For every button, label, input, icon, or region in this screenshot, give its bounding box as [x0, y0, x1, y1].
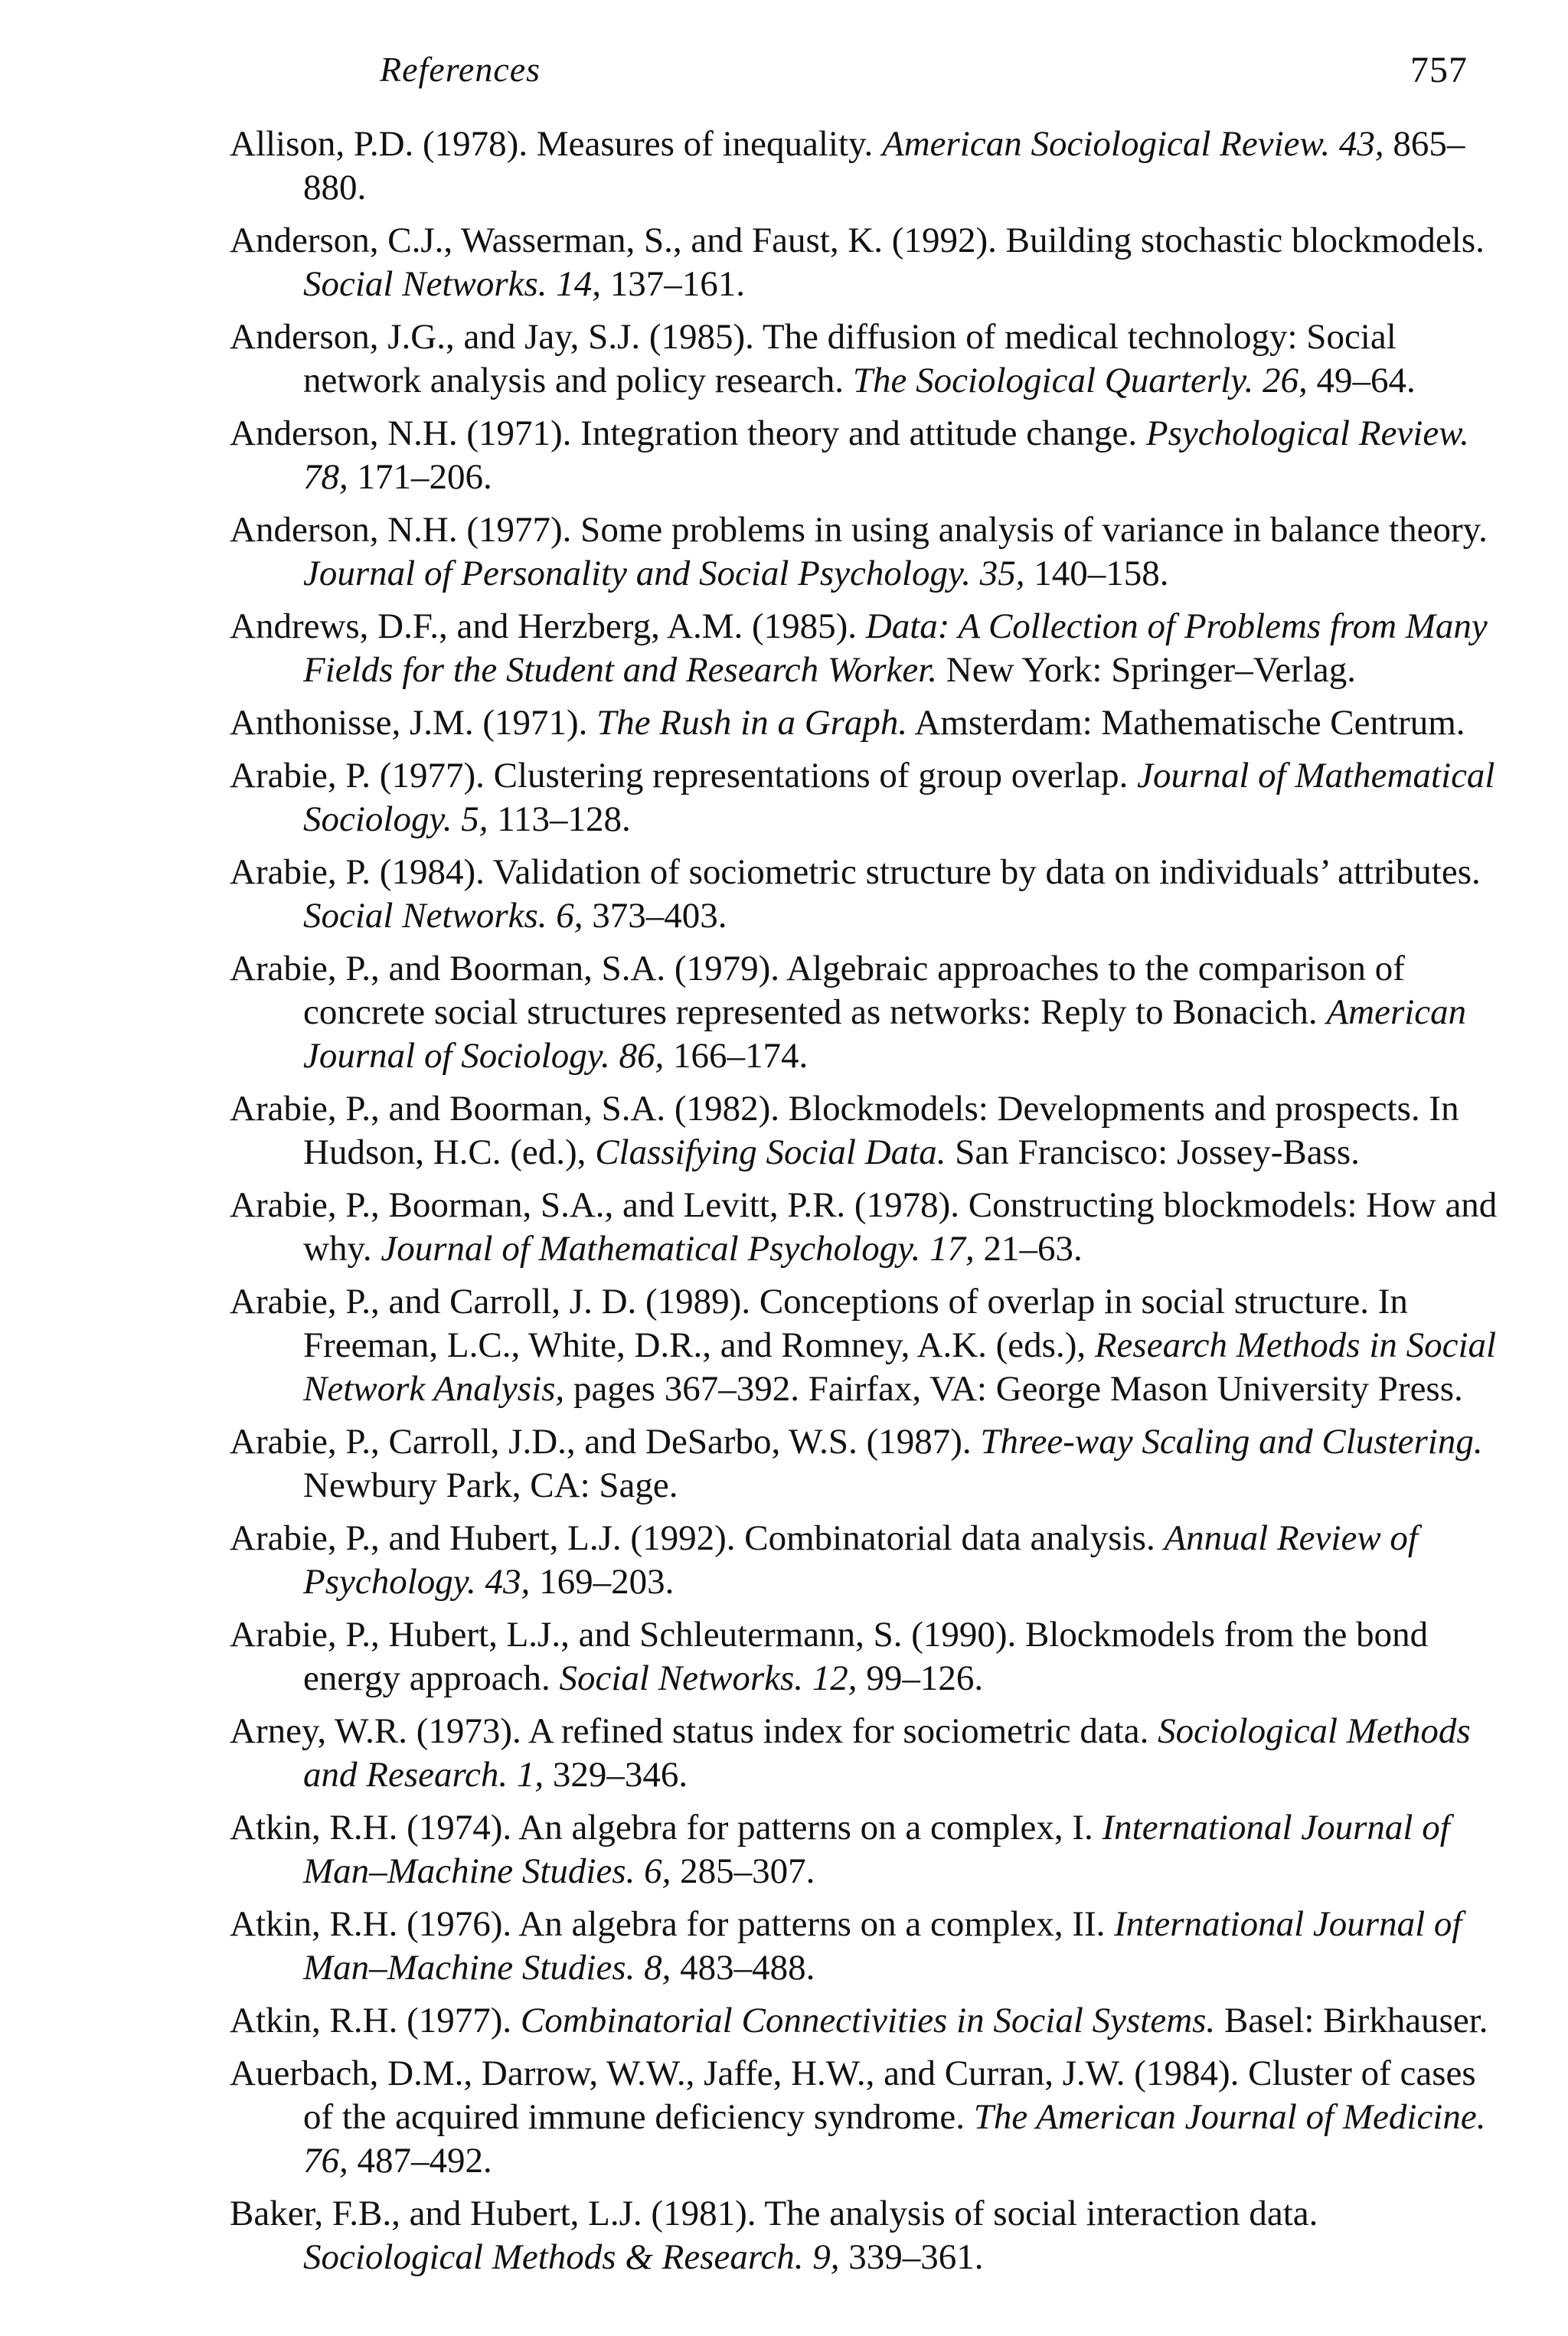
reference-title-italic: The Sociological Quarterly. 26,	[852, 361, 1308, 400]
reference-text: 169–203.	[530, 1562, 675, 1602]
reference-text: 865–880.	[303, 124, 1465, 207]
reference-text: Auerbach, D.M., Darrow, W.W., Jaffe, H.W., and Curran, J.W. (1984). Cluster of cases of the acquired immune deficiency syndrome.	[230, 2053, 1476, 2137]
reference-entry	[230, 1999, 1501, 2043]
reference-text: 483–488.	[671, 1948, 815, 1988]
reference-entry	[230, 701, 1501, 745]
reference-text: pages 367–392. Fairfax, VA: George Mason University Press.	[564, 1369, 1463, 1409]
reference-entry	[230, 123, 1501, 210]
reference-text: Arabie, P., Boorman, S.A., and Levitt, P.R. (1978). Constructing blockmodels: How and why.	[230, 1185, 1498, 1269]
reference-text: Arabie, P., Hubert, L.J., and Schleutermann, S. (1990). Blockmodels from the bond energy approach.	[230, 1615, 1429, 1698]
reference-entry	[230, 1806, 1501, 1893]
reference-entry	[230, 605, 1501, 692]
reference-text: 285–307.	[671, 1851, 815, 1891]
reference-entry	[230, 315, 1501, 403]
reference-text: 487–492.	[348, 2141, 492, 2181]
reference-title-italic: American Journal of Sociology. 86,	[303, 992, 1467, 1076]
reference-text: Arabie, P., Carroll, J.D., and DeSarbo, W.S. (1987).	[230, 1422, 981, 1462]
reference-text: Anderson, N.H. (1971). Integration theory and attitude change.	[230, 413, 1146, 453]
reference-text: Arabie, P. (1984). Validation of sociometric structure by data on individuals’ attributes.	[230, 852, 1481, 892]
reference-entry	[230, 1280, 1501, 1411]
reference-entry	[230, 754, 1501, 841]
reference-text: Anderson, N.H. (1977). Some problems in using analysis of variance in balance theory.	[230, 510, 1488, 550]
reference-entry	[230, 2192, 1501, 2279]
reference-title-italic: Combinatorial Connectivities in Social Systems.	[520, 2001, 1216, 2040]
reference-text: 140–158.	[1024, 554, 1169, 593]
reference-title-italic: Journal of Mathematical Psychology. 17,	[381, 1229, 975, 1269]
reference-list	[230, 123, 1501, 2289]
page-number: 757	[1410, 50, 1468, 90]
reference-text: Arabie, P., and Boorman, S.A. (1982). Blockmodels: Developments and prospects. In Hudson, H.C. (ed.),	[230, 1089, 1459, 1172]
reference-text: Amsterdam: Mathematische Centrum.	[907, 703, 1465, 743]
reference-text: Arabie, P., and Hubert, L.J. (1992). Combinatorial data analysis.	[230, 1518, 1165, 1558]
reference-title-italic: Classifying Social Data.	[595, 1132, 946, 1172]
reference-text: 137–161.	[601, 264, 746, 304]
reference-text: 373–403.	[583, 896, 727, 936]
reference-text: 329–346.	[544, 1755, 688, 1795]
reference-title-italic: Psychological Review. 78,	[303, 413, 1469, 497]
reference-title-italic: Social Networks. 14,	[303, 264, 602, 304]
reference-title-italic: International Journal of Man–Machine Studies. 6,	[303, 1808, 1450, 1891]
reference-entry	[230, 1903, 1501, 1990]
reference-title-italic: Annual Review of Psychology. 43,	[303, 1518, 1418, 1602]
reference-title-italic: Sociological Methods and Research. 1,	[303, 1711, 1471, 1795]
reference-title-italic: Social Networks. 12,	[559, 1658, 858, 1698]
reference-text: San Francisco: Jossey-Bass.	[946, 1132, 1360, 1172]
reference-entry	[230, 1613, 1501, 1701]
reference-text: 21–63.	[974, 1229, 1083, 1269]
reference-entry	[230, 2052, 1501, 2183]
reference-text: New York: Springer–Verlag.	[937, 650, 1357, 690]
reference-text: 113–128.	[488, 799, 631, 839]
reference-title-italic: American Sociological Review. 43,	[882, 124, 1384, 164]
reference-title-italic: Social Networks. 6,	[303, 896, 583, 936]
reference-entry	[230, 1087, 1501, 1175]
reference-entry	[230, 412, 1501, 499]
reference-text: Allison, P.D. (1978). Measures of inequality.	[230, 124, 882, 164]
reference-text: Atkin, R.H. (1977).	[230, 2001, 521, 2040]
reference-entry	[230, 851, 1501, 938]
reference-text: Baker, F.B., and Hubert, L.J. (1981). The analysis of social interaction data.	[230, 2194, 1318, 2233]
reference-title-italic: International Journal of Man–Machine Studies. 8,	[303, 1904, 1462, 1988]
reference-title-italic: Research Methods in Social Network Analysis,	[303, 1325, 1497, 1409]
reference-entry	[230, 508, 1501, 596]
reference-entry	[230, 1420, 1501, 1508]
reference-text: Atkin, R.H. (1974). An algebra for patterns on a complex, I.	[230, 1808, 1102, 1848]
reference-title-italic: Sociological Methods & Research. 9,	[303, 2237, 840, 2277]
reference-text: Basel: Birkhauser.	[1215, 2001, 1488, 2040]
reference-entry	[230, 947, 1501, 1078]
reference-entry	[230, 1517, 1501, 1604]
reference-text: 339–361.	[839, 2237, 984, 2277]
reference-title-italic: Journal of Mathematical Sociology. 5,	[303, 756, 1495, 839]
reference-text: Anderson, C.J., Wasserman, S., and Faust, K. (1992). Building stochastic blockmodels.	[230, 221, 1485, 260]
reference-title-italic: Three-way Scaling and Clustering.	[980, 1422, 1483, 1462]
reference-title-italic: The American Journal of Medicine. 76,	[303, 2097, 1486, 2181]
running-head: References	[380, 50, 541, 89]
reference-text: Arabie, P., and Boorman, S.A. (1979). Algebraic approaches to the comparison of concrete social structures represented as networks: Reply to Bonacich.	[230, 949, 1405, 1032]
reference-title-italic: The Rush in a Graph.	[596, 703, 908, 743]
reference-text: 171–206.	[348, 457, 492, 497]
reference-text: Arney, W.R. (1973). A refined status index for sociometric data.	[230, 1711, 1158, 1751]
reference-title-italic: Data: A Collection of Problems from Many Fields for the Student and Research Worker.	[303, 606, 1488, 690]
reference-text: Anderson, J.G., and Jay, S.J. (1985). The diffusion of medical technology: Social network analysis and policy research.	[230, 317, 1396, 400]
reference-text: Newbury Park, CA: Sage.	[303, 1465, 678, 1505]
reference-entry	[230, 219, 1501, 306]
reference-title-italic: Journal of Personality and Social Psychology. 35,	[303, 554, 1025, 593]
reference-text: 49–64.	[1307, 361, 1416, 400]
reference-text: Atkin, R.H. (1976). An algebra for patterns on a complex, II.	[230, 1904, 1115, 1944]
reference-text: Andrews, D.F., and Herzberg, A.M. (1985).	[230, 606, 866, 646]
reference-text: Arabie, P., and Carroll, J. D. (1989). Conceptions of overlap in social structure. In Freeman, L.C., White, D.R., and Romney, A.K. (eds.),	[230, 1282, 1408, 1365]
reference-text: 99–126.	[857, 1658, 984, 1698]
reference-text: 166–174.	[664, 1036, 808, 1076]
reference-entry	[230, 1710, 1501, 1797]
reference-text: Anthonisse, J.M. (1971).	[230, 703, 597, 743]
reference-entry	[230, 1184, 1501, 1271]
reference-text: Arabie, P. (1977). Clustering representations of group overlap.	[230, 756, 1138, 796]
